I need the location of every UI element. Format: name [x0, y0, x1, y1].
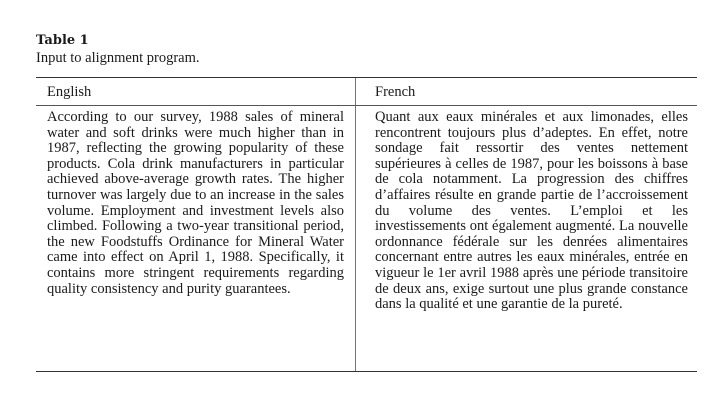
table-label: Table 1 [36, 33, 89, 48]
table-caption: Input to alignment program. [36, 50, 200, 66]
english-text-cell: According to our survey, 1988 sales of mineral water and soft drinks were much higher than in 1987, reflecting the growing popularity of these products. Cola drink manufacturers in particular achieved above-average growth rates. The higher turnover was largely due to an increase in the sales volume. Employment and investment levels also climbed. Following a two-year transitional period, the new Foodstuffs Ordinance for Mineral Water came into effect on April 1, 1988. Specifically, it contains more stringent requirements regarding quality consistency and purity guarantees. [47, 109, 344, 297]
french-text-cell: Quant aux eaux minérales et aux limonades, elles rencontrent toujours plus d’adeptes. En effet, notre sondage fait ressortir des ventes nettement supérieures à celles de 1987, pour les boissons à base de cola notamment. La progression des chiffres d’affaires résulte en grande partie de l’accroissement du volume des ventes. L’emploi et les investissements ont également augmenté. La nouvelle ordonnance fédérale sur les denrées alimentaires concernant entre autres les eaux minérales, entrée en vigueur le 1er avril 1988 après une période transitoire de deux ans, exige surtout une plus grande constance dans la qualité et une garantie de la pureté. [375, 109, 688, 313]
column-divider [355, 78, 356, 371]
table-bottom-rule [36, 371, 697, 372]
table-top-rule [36, 77, 697, 78]
french-column-header: French [375, 84, 416, 100]
table-figure [36, 33, 697, 313]
english-column-header: English [47, 84, 92, 100]
header-rule [36, 105, 697, 106]
